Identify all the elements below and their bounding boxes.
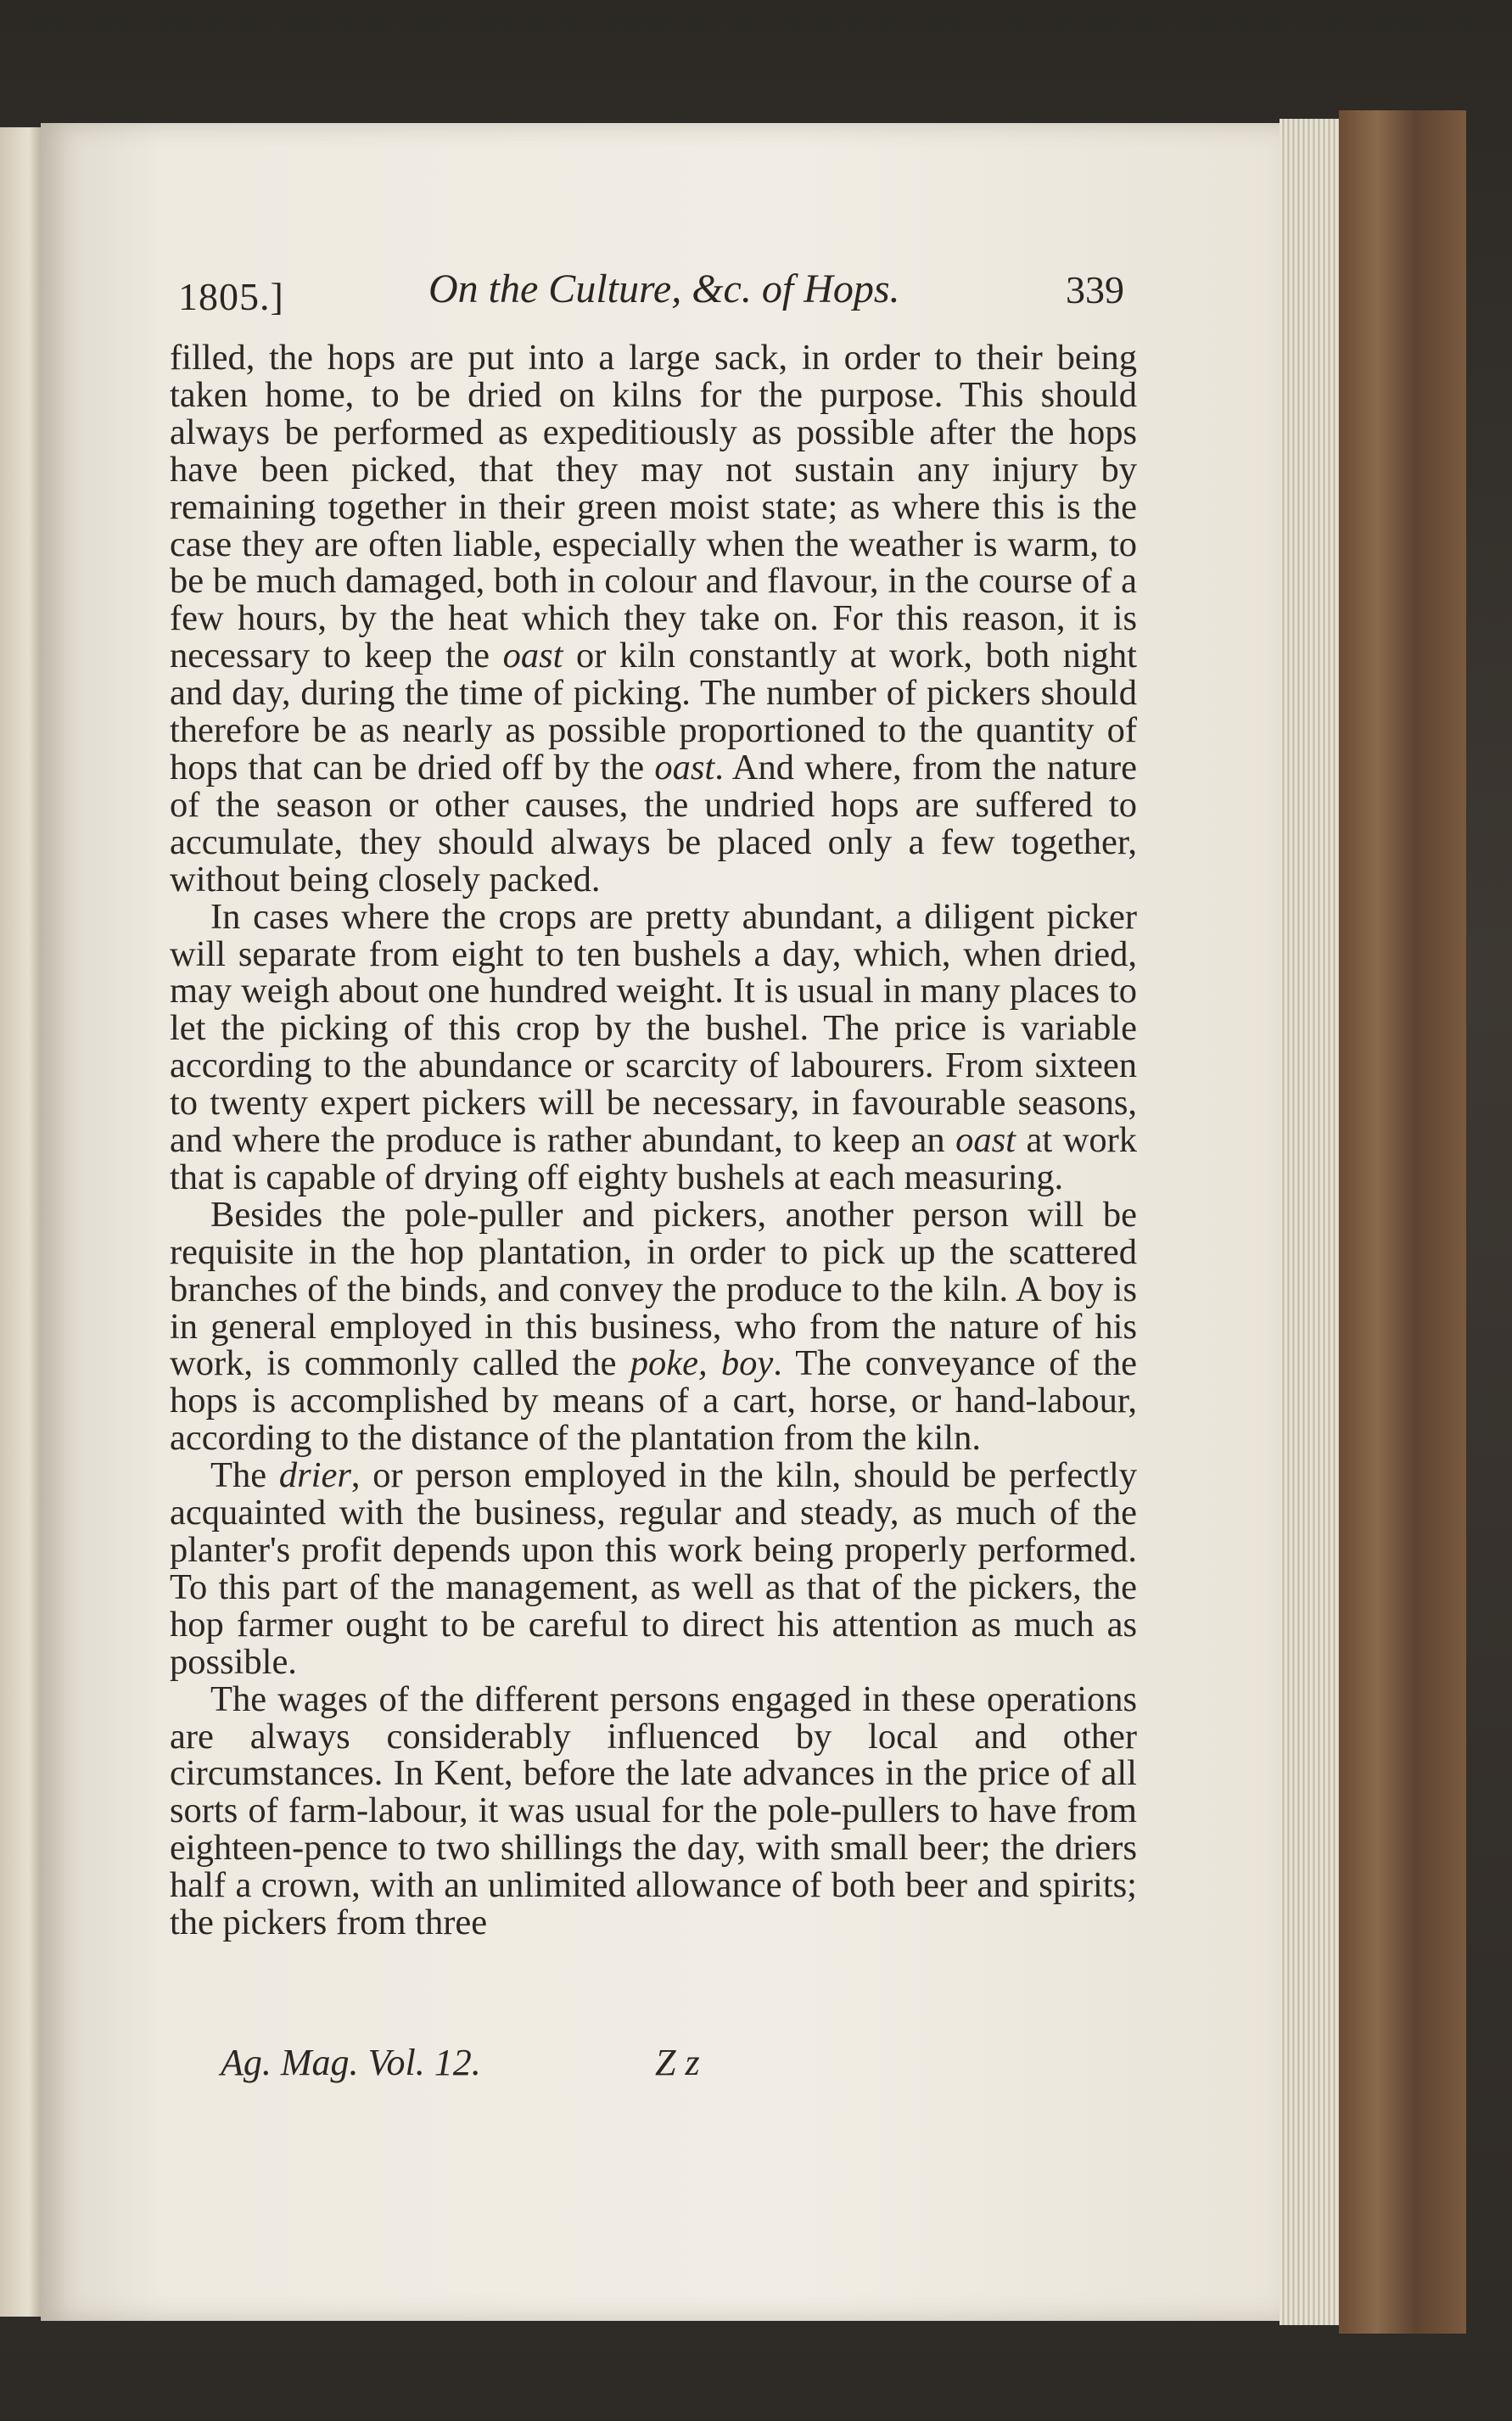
italic-term: drier: [278, 1455, 351, 1496]
italic-term: oast: [955, 1120, 1016, 1161]
italic-term: oast: [502, 636, 563, 676]
text-run: . And where, from the nature of the season or other causes, the undried hops are suffered to accumulate, they should always be placed only a few together, without being closely packed.: [170, 747, 1137, 899]
page-number: 339: [1066, 268, 1124, 311]
page-footer: [204, 2041, 967, 2092]
italic-term: oast: [654, 747, 715, 787]
text-run: or kiln constantly at work, both night and day, during the time of picking. The number of pickers should therefore be as nearly as possible proportioned to the quantity of hops that can be dried off by the: [170, 636, 1137, 787]
signature-mark: Ag. Mag. Vol. 12.: [221, 2042, 481, 2083]
text-run: The: [210, 1455, 279, 1496]
paragraph: [170, 339, 1137, 899]
text-run: Besides the pole-puller and pickers, another person will be requisite in the hop plantation, in order to pick up the scattered branches of the binds, and convey the produce to the kiln. A boy is in general employed in this business, who from the nature of his work, is commonly called the: [170, 1194, 1137, 1384]
text-run: , or person employed in the kiln, should be perfectly acquainted with the business, regular and steady, as much of the planter's profit depends upon this work being properly performed. To this part of the management, as well as that of the pickers, the hop farmer ought to be careful to direct his attention as much as possible.: [170, 1455, 1137, 1682]
left-page-edge: [0, 127, 42, 2317]
text-run: at work that is capable of drying off eighty bushels at each measuring.: [170, 1120, 1137, 1197]
body-text: [170, 339, 1137, 1942]
paragraph: [170, 896, 1137, 1197]
header-year: 1805.]: [178, 275, 284, 318]
running-title: On the Culture, &c. of Hops.: [428, 266, 900, 311]
page-header: [178, 259, 1124, 327]
paragraph: [170, 1457, 1137, 1680]
gathering-mark: Z z: [655, 2042, 700, 2083]
text-run: . The conveyance of the hops is accomplished by means of a cart, horse, or hand-labour, according to the distance of the plantation from the kiln.: [170, 1343, 1137, 1459]
page-stack-edge: [1280, 119, 1339, 2325]
paragraph: [170, 1196, 1137, 1457]
paragraph: [170, 1678, 1137, 1943]
text-run: The wages of the different persons engaged in these operations are always considerably influenced by local and other circumstances. In Kent, before the late advances in the price of all sorts of farm-labour, it was usual for the pole-pullers to have from eighteen-pence to two shillings the day, with small beer; the driers half a crown, with an unlimited allowance of both beer and spirits; the pickers from three: [170, 1678, 1137, 1943]
text-run: In cases where the crops are pretty abundant, a diligent picker will separate from eight to ten bushels a day, which, when dried, may weigh about one hundred weight. It is usual in many places to let the picking of this crop by the bushel. The price is variable according to the abundance or scarcity of labourers. From sixteen to twenty expert pickers will be necessary, in favourable seasons, and where the produce is rather abundant, to keep an: [170, 896, 1137, 1161]
book-cover-edge: [1339, 110, 1466, 2334]
italic-term: poke, boy: [630, 1343, 774, 1384]
text-run: filled, the hops are put into a large sack, in order to their being taken home, to be dried on kilns for the purpose. This should always be performed as expeditiously as possible after the hops have been picked, that they may not sustain any injury by remaining together in their green moist state; as where this is the case they are often liable, especially when the weather is warm, to be be much damaged, both in colour and flavour, in the course of a few hours, by the heat which they take on. For this reason, it is necessary to keep the: [170, 338, 1137, 676]
